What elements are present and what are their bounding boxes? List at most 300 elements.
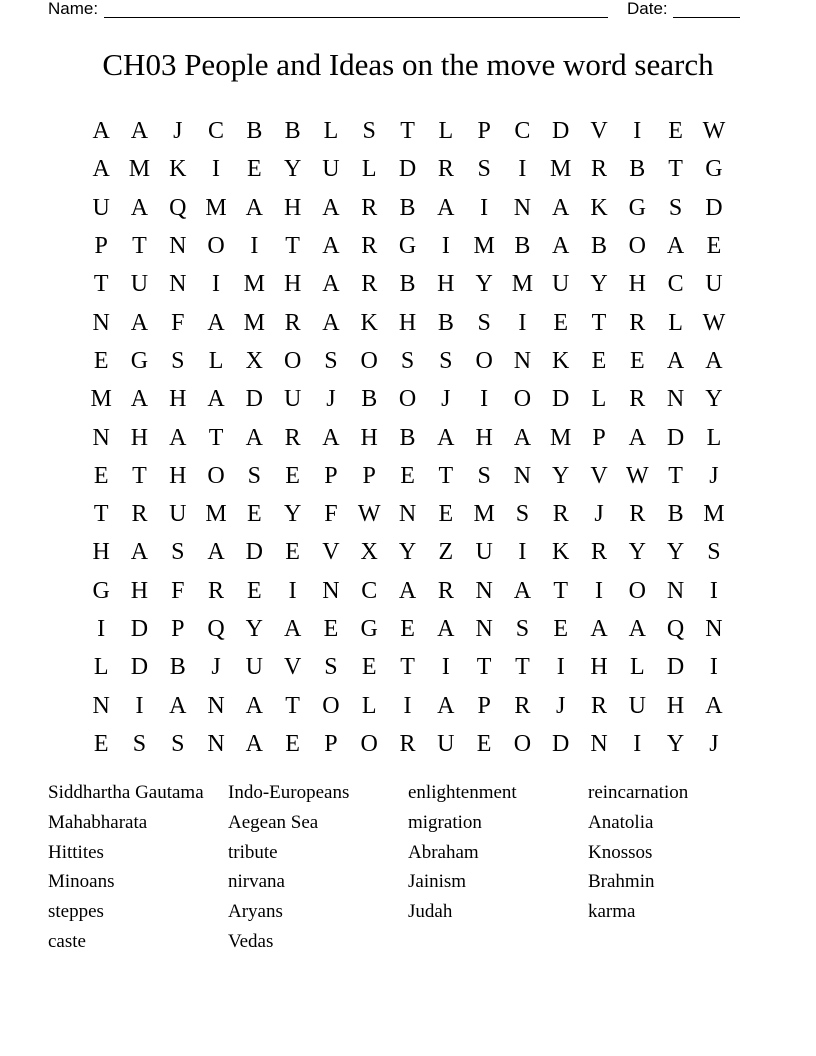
grid-letter[interactable]: M bbox=[473, 501, 495, 528]
grid-letter[interactable]: R bbox=[514, 692, 531, 719]
grid-letter[interactable]: I bbox=[212, 271, 221, 298]
grid-letter[interactable]: N bbox=[475, 616, 493, 642]
grid-letter[interactable]: A bbox=[283, 616, 302, 642]
grid-letter[interactable]: D bbox=[552, 386, 570, 413]
grid-letter[interactable]: Y bbox=[475, 271, 493, 298]
grid-letter[interactable]: I bbox=[518, 309, 527, 336]
grid-letter[interactable]: R bbox=[591, 692, 608, 719]
grid-letter[interactable]: M bbox=[473, 233, 495, 260]
grid-letter[interactable]: A bbox=[322, 233, 340, 260]
grid-letter[interactable]: I bbox=[480, 194, 489, 221]
grid-letter[interactable]: A bbox=[169, 424, 187, 451]
grid-letter[interactable]: C bbox=[667, 271, 684, 298]
grid-letter[interactable]: H bbox=[130, 424, 149, 451]
grid-letter[interactable]: Y bbox=[283, 501, 302, 528]
grid-letter[interactable]: Y bbox=[398, 539, 417, 566]
grid-letter[interactable]: H bbox=[666, 692, 685, 719]
grid-letter[interactable]: L bbox=[706, 424, 722, 451]
grid-letter[interactable]: H bbox=[590, 654, 608, 681]
grid-letter[interactable]: H bbox=[130, 577, 149, 604]
grid-letter[interactable]: N bbox=[513, 347, 532, 374]
grid-letter[interactable]: A bbox=[705, 347, 723, 374]
grid-letter[interactable]: M bbox=[205, 501, 227, 528]
grid-letter[interactable]: N bbox=[322, 577, 340, 604]
grid-letter[interactable]: T bbox=[93, 501, 109, 528]
grid-letter[interactable]: B bbox=[399, 424, 416, 451]
grid-letter[interactable]: R bbox=[437, 577, 454, 604]
grid-letter[interactable]: S bbox=[668, 194, 683, 221]
grid-letter[interactable]: I bbox=[212, 156, 221, 183]
grid-letter[interactable]: A bbox=[207, 386, 225, 413]
grid-letter[interactable]: Y bbox=[666, 730, 685, 757]
grid-letter[interactable]: C bbox=[208, 118, 225, 145]
grid-letter[interactable]: S bbox=[362, 118, 376, 145]
grid-letter[interactable]: D bbox=[245, 539, 263, 566]
grid-letter[interactable]: I bbox=[441, 654, 450, 681]
grid-letter[interactable]: T bbox=[285, 692, 300, 719]
grid-letter[interactable]: X bbox=[360, 539, 378, 566]
grid-letter[interactable]: J bbox=[211, 654, 221, 681]
grid-letter[interactable]: V bbox=[590, 118, 608, 145]
grid-letter[interactable]: Y bbox=[552, 462, 570, 489]
grid-letter[interactable]: S bbox=[171, 347, 185, 374]
grid-letter[interactable]: K bbox=[360, 309, 378, 336]
grid-letter[interactable]: S bbox=[477, 156, 491, 183]
grid-letter[interactable]: E bbox=[591, 347, 607, 374]
grid-letter[interactable]: H bbox=[628, 271, 646, 298]
grid-letter[interactable]: G bbox=[92, 577, 110, 604]
grid-letter[interactable]: U bbox=[437, 730, 455, 757]
grid-letter[interactable]: I bbox=[633, 118, 642, 145]
grid-letter[interactable]: R bbox=[591, 539, 608, 566]
grid-letter[interactable]: M bbox=[90, 386, 112, 413]
grid-letter[interactable]: J bbox=[594, 501, 604, 528]
grid-letter[interactable]: E bbox=[553, 616, 569, 642]
grid-letter[interactable]: T bbox=[591, 309, 607, 336]
grid-letter[interactable]: U bbox=[283, 386, 302, 413]
grid-letter[interactable]: V bbox=[283, 654, 302, 681]
grid-letter[interactable]: T bbox=[438, 462, 454, 489]
grid-letter[interactable]: N bbox=[398, 501, 417, 528]
grid-letter[interactable]: P bbox=[171, 616, 185, 642]
grid-letter[interactable]: S bbox=[171, 539, 185, 566]
grid-letter[interactable]: A bbox=[437, 616, 455, 642]
grid-letter[interactable]: G bbox=[360, 616, 378, 642]
grid-letter[interactable]: N bbox=[513, 194, 532, 221]
grid-letter[interactable]: F bbox=[324, 501, 338, 528]
grid-letter[interactable]: A bbox=[552, 233, 570, 260]
grid-letter[interactable]: M bbox=[703, 501, 725, 528]
grid-letter[interactable]: D bbox=[552, 730, 570, 757]
grid-letter[interactable]: K bbox=[552, 539, 570, 566]
grid-letter[interactable]: R bbox=[591, 156, 608, 183]
grid-letter[interactable]: A bbox=[130, 194, 149, 221]
grid-letter[interactable]: V bbox=[322, 539, 340, 566]
grid-letter[interactable]: E bbox=[629, 347, 645, 374]
date-blank-line[interactable] bbox=[673, 17, 740, 18]
grid-letter[interactable]: L bbox=[629, 654, 645, 681]
grid-letter[interactable]: L bbox=[668, 309, 683, 336]
grid-letter[interactable]: N bbox=[92, 692, 110, 719]
grid-letter[interactable]: G bbox=[705, 156, 723, 183]
grid-letter[interactable]: M bbox=[243, 309, 265, 336]
grid-letter[interactable]: E bbox=[553, 309, 569, 336]
grid-letter[interactable]: B bbox=[361, 386, 378, 413]
grid-letter[interactable]: P bbox=[324, 730, 338, 757]
grid-letter[interactable]: E bbox=[706, 233, 722, 260]
grid-letter[interactable]: A bbox=[666, 347, 685, 374]
grid-letter[interactable]: P bbox=[362, 462, 376, 489]
grid-letter[interactable]: I bbox=[709, 577, 718, 604]
grid-letter[interactable]: D bbox=[245, 386, 263, 413]
grid-letter[interactable]: N bbox=[207, 692, 225, 719]
grid-letter[interactable]: S bbox=[324, 654, 338, 681]
grid-letter[interactable]: A bbox=[628, 424, 646, 451]
grid-letter[interactable]: O bbox=[283, 347, 302, 374]
grid-letter[interactable]: P bbox=[477, 692, 491, 719]
grid-letter[interactable]: Y bbox=[590, 271, 608, 298]
grid-letter[interactable]: H bbox=[398, 309, 417, 336]
grid-letter[interactable]: M bbox=[511, 271, 534, 298]
grid-letter[interactable]: R bbox=[284, 309, 301, 336]
grid-letter[interactable]: U bbox=[130, 271, 149, 298]
grid-letter[interactable]: R bbox=[131, 501, 148, 528]
grid-letter[interactable]: E bbox=[93, 730, 109, 757]
grid-letter[interactable]: F bbox=[171, 309, 185, 336]
grid-letter[interactable]: N bbox=[169, 233, 187, 260]
grid-letter[interactable]: O bbox=[513, 386, 532, 413]
grid-letter[interactable]: S bbox=[324, 347, 338, 374]
grid-letter[interactable]: S bbox=[707, 539, 721, 566]
grid-letter[interactable]: K bbox=[169, 156, 187, 183]
grid-letter[interactable]: T bbox=[208, 424, 224, 451]
grid-letter[interactable]: T bbox=[132, 462, 147, 489]
grid-letter[interactable]: T bbox=[515, 654, 530, 681]
grid-letter[interactable]: R bbox=[629, 501, 646, 528]
grid-letter[interactable]: C bbox=[514, 118, 531, 145]
grid-letter[interactable]: J bbox=[173, 118, 183, 145]
grid-letter[interactable]: I bbox=[595, 577, 603, 604]
grid-letter[interactable]: W bbox=[702, 309, 726, 336]
grid-letter[interactable]: L bbox=[323, 118, 339, 145]
grid-letter[interactable]: R bbox=[399, 730, 416, 757]
grid-row bbox=[82, 342, 733, 380]
grid-letter[interactable]: T bbox=[400, 654, 415, 681]
grid-letter[interactable]: R bbox=[552, 501, 569, 528]
grid-row bbox=[82, 380, 733, 418]
grid-letter[interactable]: I bbox=[288, 577, 297, 604]
grid-letter[interactable]: A bbox=[322, 271, 340, 298]
grid-letter[interactable]: N bbox=[92, 424, 110, 451]
grid-letter[interactable]: M bbox=[550, 156, 572, 183]
grid-letter[interactable]: A bbox=[705, 692, 723, 719]
grid-letter[interactable]: A bbox=[130, 386, 149, 413]
grid-letter[interactable]: N bbox=[666, 577, 685, 604]
grid-letter[interactable]: D bbox=[552, 118, 570, 145]
grid-letter[interactable]: O bbox=[475, 347, 493, 374]
grid-letter[interactable]: A bbox=[207, 309, 225, 336]
grid-letter[interactable]: A bbox=[322, 424, 340, 451]
grid-letter[interactable]: R bbox=[361, 233, 378, 260]
grid-letter[interactable]: A bbox=[245, 692, 263, 719]
grid-row bbox=[82, 572, 733, 610]
grid-letter[interactable]: E bbox=[93, 462, 109, 489]
grid-letter[interactable]: O bbox=[360, 347, 378, 374]
grid-letter[interactable]: A bbox=[398, 577, 417, 604]
grid-letter[interactable]: P bbox=[324, 462, 338, 489]
grid-letter[interactable]: A bbox=[245, 424, 263, 451]
grid-letter[interactable]: A bbox=[437, 692, 455, 719]
grid-letter[interactable]: E bbox=[323, 616, 339, 642]
grid-letter[interactable]: A bbox=[437, 194, 455, 221]
grid-letter[interactable]: L bbox=[591, 386, 607, 413]
grid-letter[interactable]: I bbox=[441, 233, 450, 260]
grid-letter[interactable]: Y bbox=[245, 616, 263, 642]
grid-letter[interactable]: E bbox=[93, 347, 109, 374]
grid-letter[interactable]: I bbox=[518, 156, 527, 183]
grid-letter[interactable]: J bbox=[709, 462, 719, 489]
grid-letter[interactable]: A bbox=[130, 539, 149, 566]
grid-letter[interactable]: I bbox=[556, 654, 565, 681]
grid-row bbox=[82, 303, 733, 341]
grid-letter[interactable]: P bbox=[477, 118, 491, 145]
grid-letter[interactable]: S bbox=[477, 462, 491, 489]
grid-row bbox=[82, 725, 733, 763]
grid-letter[interactable]: S bbox=[132, 730, 147, 757]
grid-letter[interactable]: Y bbox=[283, 156, 302, 183]
grid-letter[interactable]: A bbox=[322, 309, 340, 336]
grid-letter[interactable]: R bbox=[361, 194, 378, 221]
grid-letter[interactable]: H bbox=[437, 271, 455, 298]
grid-letter[interactable]: A bbox=[130, 309, 149, 336]
grid-letter[interactable]: I bbox=[709, 654, 718, 681]
grid-letter[interactable]: B bbox=[169, 654, 186, 681]
grid-letter[interactable]: F bbox=[171, 577, 185, 604]
grid-letter[interactable]: T bbox=[668, 156, 683, 183]
grid-letter[interactable]: S bbox=[515, 616, 530, 642]
grid-letter[interactable]: L bbox=[438, 118, 454, 145]
grid-letter[interactable]: S bbox=[439, 347, 453, 374]
grid-letter[interactable]: H bbox=[360, 424, 378, 451]
grid-letter[interactable]: P bbox=[592, 424, 606, 451]
grid-letter[interactable]: R bbox=[629, 386, 646, 413]
grid-letter[interactable]: I bbox=[518, 539, 527, 566]
grid-letter[interactable]: E bbox=[247, 156, 262, 183]
grid-letter[interactable]: E bbox=[438, 501, 454, 528]
grid-letter[interactable]: R bbox=[208, 577, 225, 604]
grid-letter[interactable]: N bbox=[705, 616, 723, 642]
grid-letter[interactable]: A bbox=[245, 730, 263, 757]
grid-letter[interactable]: U bbox=[92, 194, 110, 221]
grid-letter[interactable]: S bbox=[247, 462, 262, 489]
grid-letter[interactable]: C bbox=[361, 577, 378, 604]
grid-letter[interactable]: N bbox=[207, 730, 225, 757]
grid-letter[interactable]: I bbox=[480, 386, 489, 413]
grid-letter[interactable]: L bbox=[361, 692, 377, 719]
grid-letter[interactable]: A bbox=[552, 194, 570, 221]
grid-letter[interactable]: J bbox=[556, 692, 566, 719]
grid-letter[interactable]: B bbox=[246, 118, 263, 145]
grid-letter[interactable]: A bbox=[169, 692, 187, 719]
grid-letter[interactable]: L bbox=[361, 156, 377, 183]
grid-letter[interactable]: O bbox=[360, 730, 378, 757]
grid-letter[interactable]: T bbox=[132, 233, 147, 260]
grid-letter[interactable]: M bbox=[243, 271, 265, 298]
grid-row bbox=[82, 686, 733, 724]
grid-letter[interactable]: L bbox=[93, 654, 109, 681]
grid-letter[interactable]: W bbox=[625, 462, 649, 489]
grid-letter[interactable]: T bbox=[285, 233, 300, 260]
grid-letter[interactable]: W bbox=[702, 118, 726, 145]
grid-letter[interactable]: D bbox=[666, 424, 685, 451]
grid-letter[interactable]: O bbox=[207, 233, 225, 260]
grid-letter[interactable]: D bbox=[130, 654, 149, 681]
grid-letter[interactable]: N bbox=[92, 309, 110, 336]
word-list-item: Knossos bbox=[588, 841, 653, 863]
grid-letter[interactable]: W bbox=[357, 501, 381, 528]
grid-letter[interactable]: N bbox=[666, 386, 685, 413]
grid-letter[interactable]: A bbox=[666, 233, 685, 260]
grid-letter[interactable]: G bbox=[398, 233, 417, 260]
grid-letter[interactable]: M bbox=[550, 424, 572, 451]
grid-letter[interactable]: E bbox=[400, 462, 415, 489]
grid-letter[interactable]: S bbox=[171, 730, 185, 757]
grid-letter[interactable]: U bbox=[322, 156, 340, 183]
grid-letter[interactable]: N bbox=[513, 462, 532, 489]
grid-letter[interactable]: R bbox=[629, 309, 646, 336]
grid-letter[interactable]: L bbox=[208, 347, 224, 374]
grid-letter[interactable]: I bbox=[97, 616, 106, 642]
grid-letter[interactable]: Q bbox=[169, 194, 187, 221]
grid-letter[interactable]: O bbox=[207, 462, 225, 489]
grid-letter[interactable]: I bbox=[403, 692, 412, 719]
grid-letter[interactable]: E bbox=[285, 730, 300, 757]
grid-letter[interactable]: U bbox=[475, 539, 493, 566]
grid-letter[interactable]: P bbox=[94, 233, 108, 260]
grid-letter[interactable]: A bbox=[130, 118, 149, 145]
grid-letter[interactable]: T bbox=[93, 271, 109, 298]
grid-letter[interactable]: A bbox=[92, 118, 110, 145]
grid-letter[interactable]: H bbox=[169, 462, 187, 489]
grid-letter[interactable]: S bbox=[515, 501, 530, 528]
grid-letter[interactable]: K bbox=[552, 347, 570, 374]
grid-letter[interactable]: B bbox=[284, 118, 301, 145]
grid-letter[interactable]: U bbox=[245, 654, 263, 681]
grid-letter[interactable]: Y bbox=[666, 539, 685, 566]
grid-letter[interactable]: A bbox=[590, 616, 608, 642]
grid-letter[interactable]: E bbox=[285, 462, 300, 489]
grid-letter[interactable]: H bbox=[169, 386, 187, 413]
grid-letter[interactable]: G bbox=[628, 194, 646, 221]
grid-letter[interactable]: B bbox=[399, 271, 416, 298]
grid-letter[interactable]: T bbox=[476, 654, 492, 681]
grid-letter[interactable]: R bbox=[437, 156, 454, 183]
grid-letter[interactable]: T bbox=[668, 462, 683, 489]
grid-letter[interactable]: G bbox=[130, 347, 149, 374]
grid-letter[interactable]: N bbox=[590, 730, 608, 757]
grid-letter[interactable]: V bbox=[590, 462, 608, 489]
grid-letter[interactable]: Q bbox=[666, 616, 685, 642]
grid-letter[interactable]: M bbox=[205, 194, 227, 221]
grid-letter[interactable]: E bbox=[361, 654, 377, 681]
grid-letter[interactable]: O bbox=[322, 692, 340, 719]
grid-letter[interactable]: H bbox=[92, 539, 110, 566]
grid-letter[interactable]: R bbox=[361, 271, 378, 298]
grid-letter[interactable]: A bbox=[207, 539, 225, 566]
grid-letter[interactable]: T bbox=[553, 577, 569, 604]
grid-letter[interactable]: H bbox=[475, 424, 493, 451]
grid-letter[interactable]: J bbox=[326, 386, 336, 413]
grid-letter[interactable]: H bbox=[283, 194, 302, 221]
grid-letter[interactable]: A bbox=[513, 577, 532, 604]
grid-letter[interactable]: U bbox=[169, 501, 187, 528]
grid-letter[interactable]: D bbox=[130, 616, 149, 642]
grid-letter[interactable]: E bbox=[247, 577, 262, 604]
word-list-item: karma bbox=[588, 901, 636, 923]
grid-letter[interactable]: Q bbox=[207, 616, 225, 642]
grid-letter[interactable]: I bbox=[250, 233, 259, 260]
grid-letter[interactable]: E bbox=[400, 616, 415, 642]
grid-letter[interactable]: O bbox=[628, 577, 646, 604]
grid-letter[interactable]: O bbox=[628, 233, 646, 260]
grid-letter[interactable]: S bbox=[477, 309, 491, 336]
grid-letter[interactable]: A bbox=[437, 424, 455, 451]
grid-letter[interactable]: R bbox=[284, 424, 301, 451]
grid-letter[interactable]: A bbox=[245, 194, 263, 221]
grid-letter[interactable]: K bbox=[590, 194, 608, 221]
grid-letter[interactable]: U bbox=[552, 271, 570, 298]
grid-letter[interactable]: D bbox=[666, 654, 685, 681]
grid-letter[interactable]: O bbox=[398, 386, 417, 413]
name-blank-line[interactable] bbox=[104, 17, 608, 18]
grid-letter[interactable]: E bbox=[668, 118, 683, 145]
grid-letter[interactable]: B bbox=[399, 194, 416, 221]
grid-letter[interactable]: A bbox=[92, 156, 110, 183]
grid-letter[interactable]: X bbox=[245, 347, 263, 374]
word-list-item: nirvana bbox=[228, 871, 285, 893]
grid-letter[interactable]: B bbox=[591, 233, 608, 260]
grid-letter[interactable]: D bbox=[705, 194, 723, 221]
grid-letter[interactable]: Y bbox=[705, 386, 723, 413]
grid-letter[interactable]: T bbox=[400, 118, 415, 145]
grid-letter[interactable]: U bbox=[628, 692, 646, 719]
grid-letter[interactable]: J bbox=[709, 730, 719, 757]
grid-letter[interactable]: S bbox=[400, 347, 415, 374]
grid-letter[interactable]: B bbox=[667, 501, 684, 528]
grid-letter[interactable]: B bbox=[437, 309, 454, 336]
grid-letter[interactable]: U bbox=[705, 271, 723, 298]
grid-letter[interactable]: E bbox=[285, 539, 300, 566]
grid-letter[interactable]: O bbox=[513, 730, 532, 757]
grid-letter[interactable]: B bbox=[629, 156, 646, 183]
grid-letter[interactable]: N bbox=[169, 271, 187, 298]
grid-letter[interactable]: Y bbox=[628, 539, 646, 566]
grid-letter[interactable]: A bbox=[513, 424, 532, 451]
grid-letter[interactable]: N bbox=[475, 577, 493, 604]
grid-letter[interactable]: M bbox=[128, 156, 151, 183]
grid-letter[interactable]: B bbox=[514, 233, 531, 260]
grid-letter[interactable]: J bbox=[441, 386, 451, 413]
grid-letter[interactable]: A bbox=[628, 616, 646, 642]
grid-letter[interactable]: I bbox=[633, 730, 642, 757]
grid-letter[interactable]: H bbox=[283, 271, 302, 298]
grid-letter[interactable]: I bbox=[135, 692, 144, 719]
grid-letter[interactable]: Z bbox=[438, 539, 454, 566]
grid-letter[interactable]: A bbox=[322, 194, 340, 221]
grid-letter[interactable]: D bbox=[398, 156, 417, 183]
grid-letter[interactable]: E bbox=[476, 730, 492, 757]
grid-letter[interactable]: E bbox=[247, 501, 262, 528]
